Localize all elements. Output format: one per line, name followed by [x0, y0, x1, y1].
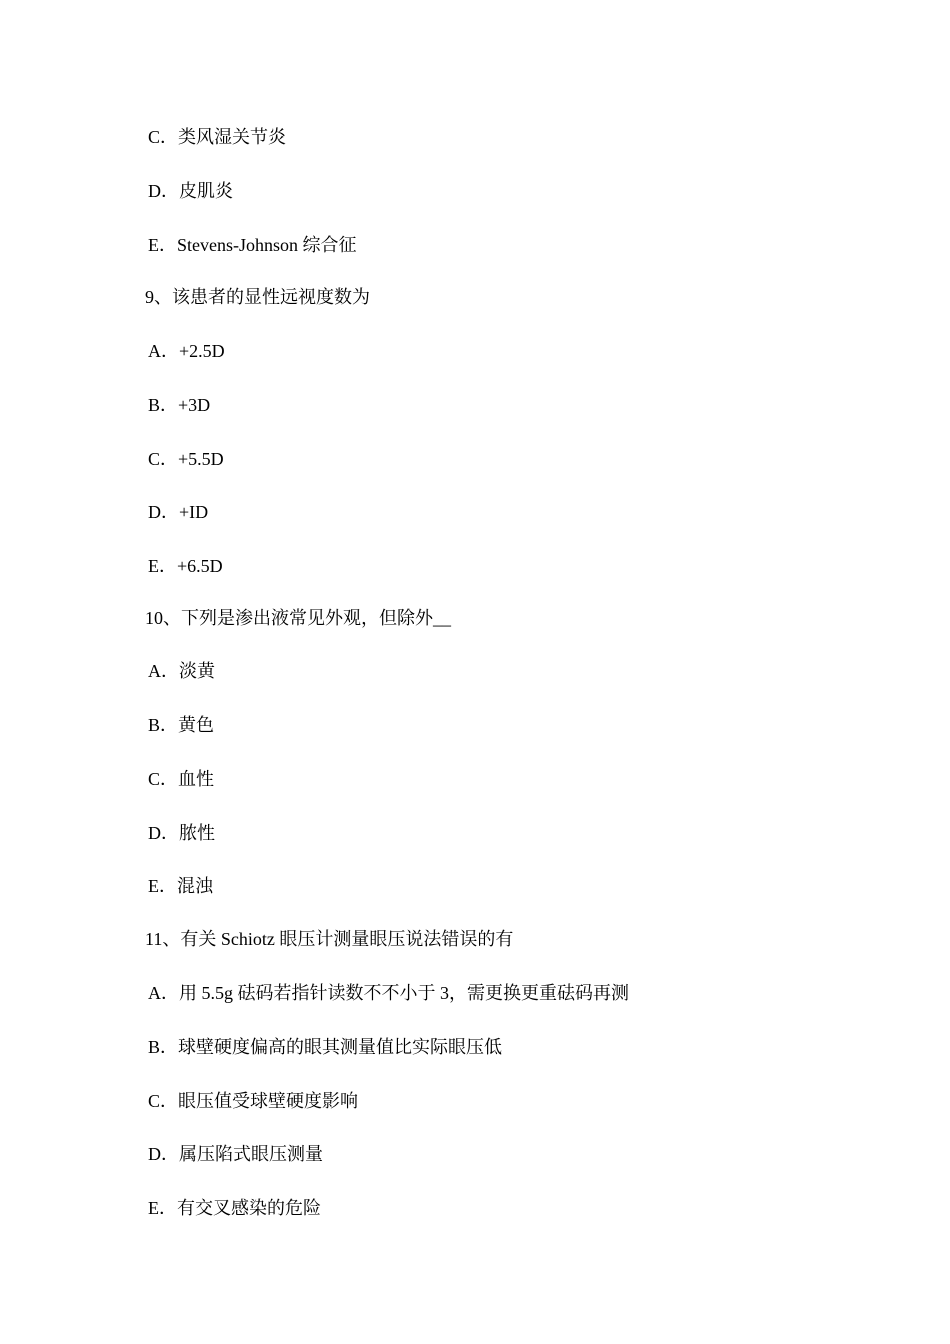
question-9: 9、该患者的显性远视度数为 — [145, 287, 370, 307]
question-11: 11、有关 Schiotz 眼压计测量眼压说法错误的有 — [145, 929, 514, 949]
option-9a: A．+2.5D — [148, 341, 225, 361]
option-9e: E．+6.5D — [148, 556, 223, 576]
option-10e: E．混浊 — [148, 876, 213, 896]
option-10b: B．黄色 — [148, 715, 215, 735]
option-11b: B．球壁硬度偏高的眼其测量值比实际眼压低 — [148, 1037, 503, 1057]
option-11e: E．有交叉感染的危险 — [148, 1198, 321, 1218]
option-8c: C．类风湿关节炎 — [148, 127, 287, 147]
option-9d: D．+ID — [148, 502, 209, 522]
option-11c: C．眼压值受球壁硬度影响 — [148, 1091, 359, 1111]
option-9b: B．+3D — [148, 395, 211, 415]
option-10c: C．血性 — [148, 769, 215, 789]
option-9c: C．+5.5D — [148, 449, 224, 469]
option-8e: E．Stevens-Johnson 综合征 — [148, 235, 357, 255]
option-10a: A．淡黄 — [148, 661, 215, 681]
option-10d: D．脓性 — [148, 823, 215, 843]
question-10: 10、下列是渗出液常见外观，但除外__ — [145, 608, 451, 628]
option-11a: A．用 5.5g 砝码若指针读数不不小于 3，需更换更重砝码再测 — [148, 983, 629, 1003]
option-11d: D．属压陷式眼压测量 — [148, 1144, 323, 1164]
option-8d: D．皮肌炎 — [148, 181, 233, 201]
